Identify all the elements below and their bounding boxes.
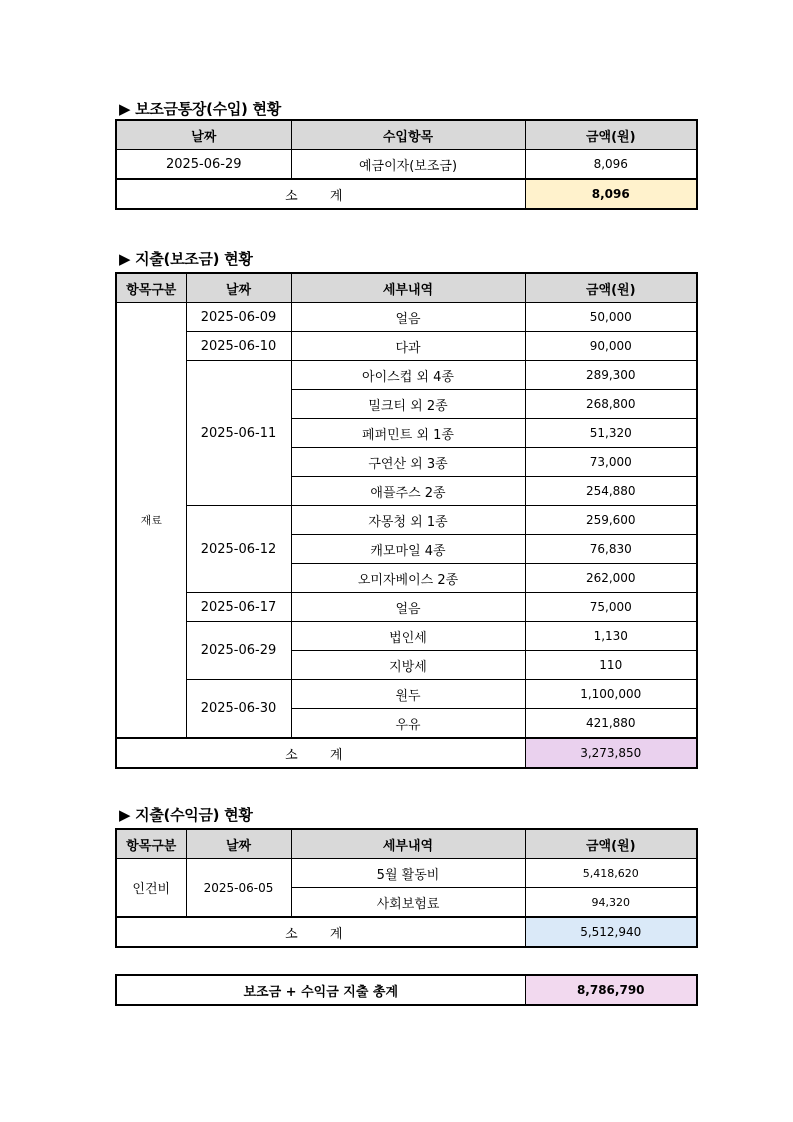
date-cell: 2025-06-05: [186, 859, 291, 918]
table-row: [116, 303, 697, 332]
subtotal-row: [116, 179, 697, 209]
amount-cell: 110: [525, 651, 697, 680]
amount-cell: 51,320: [525, 419, 697, 448]
subsidy-section-title: ▶ 지출(보조금) 현황: [119, 250, 253, 268]
subtotal-row: [116, 917, 697, 947]
col-header-detail: 세부내역: [291, 829, 525, 859]
col-header-income-item: 수입항목: [291, 120, 525, 150]
col-header-amount: 금액(원): [525, 829, 697, 859]
table-row: [116, 150, 697, 180]
amount-cell: 90,000: [525, 332, 697, 361]
detail-cell: 사회보험료: [291, 888, 525, 918]
profit-section-title: ▶ 지출(수익금) 현황: [119, 806, 253, 824]
grand-total-table: [115, 974, 698, 1006]
amount-cell: 75,000: [525, 593, 697, 622]
detail-cell: 다과: [291, 332, 525, 361]
table-row: [116, 680, 697, 709]
date-cell: 2025-06-12: [186, 506, 291, 593]
col-header-date: 날짜: [186, 829, 291, 859]
col-header-date: 날짜: [116, 120, 291, 150]
table-row: [116, 506, 697, 535]
table-row: [116, 622, 697, 651]
col-header-category: 항목구분: [116, 273, 186, 303]
subsidy-subtotal: 3,273,850: [525, 738, 697, 768]
table-row: [116, 859, 697, 888]
date-cell: 2025-06-11: [186, 361, 291, 506]
detail-cell: 얼음: [291, 303, 525, 332]
col-header-detail: 세부내역: [291, 273, 525, 303]
detail-cell: 오미자베이스 2종: [291, 564, 525, 593]
table-row: [116, 332, 697, 361]
table-row: [116, 593, 697, 622]
detail-cell: 밀크티 외 2종: [291, 390, 525, 419]
detail-cell: 우유: [291, 709, 525, 739]
amount-cell: 268,800: [525, 390, 697, 419]
detail-cell: 애플주스 2종: [291, 477, 525, 506]
amount-cell: 76,830: [525, 535, 697, 564]
grand-total-label: 보조금 + 수익금 지출 총계: [116, 975, 525, 1005]
detail-cell: 구연산 외 3종: [291, 448, 525, 477]
detail-cell: 법인세: [291, 622, 525, 651]
subsidy-table: [115, 272, 698, 769]
amount-cell: 94,320: [525, 888, 697, 918]
date-cell: 2025-06-29: [186, 622, 291, 680]
amount-cell: 5,418,620: [525, 859, 697, 888]
profit-table: [115, 828, 698, 948]
amount-cell: 73,000: [525, 448, 697, 477]
detail-cell: 원두: [291, 680, 525, 709]
detail-cell: 페퍼민트 외 1종: [291, 419, 525, 448]
amount-cell: 254,880: [525, 477, 697, 506]
detail-cell: 아이스컵 외 4종: [291, 361, 525, 390]
date-cell: 2025-06-09: [186, 303, 291, 332]
amount-cell: 421,880: [525, 709, 697, 739]
detail-cell: 5월 활동비: [291, 859, 525, 888]
detail-cell: 캐모마일 4종: [291, 535, 525, 564]
income-table: [115, 119, 698, 210]
col-header-category: 항목구분: [116, 829, 186, 859]
subtotal-label: 소 계: [116, 738, 525, 768]
table-row: [116, 361, 697, 390]
income-amount: 8,096: [525, 150, 697, 180]
detail-cell: 얼음: [291, 593, 525, 622]
grand-total-amount: 8,786,790: [525, 975, 697, 1005]
grand-total-row: [116, 975, 697, 1005]
col-header-amount: 금액(원): [525, 273, 697, 303]
profit-subtotal: 5,512,940: [525, 917, 697, 947]
income-section-title: ▶ 보조금통장(수입) 현황: [119, 100, 281, 118]
date-cell: 2025-06-10: [186, 332, 291, 361]
category-cell: 인건비: [116, 859, 186, 918]
income-item: 예금이자(보조금): [291, 150, 525, 180]
detail-cell: 자몽청 외 1종: [291, 506, 525, 535]
col-header-date: 날짜: [186, 273, 291, 303]
amount-cell: 259,600: [525, 506, 697, 535]
amount-cell: 50,000: [525, 303, 697, 332]
amount-cell: 262,000: [525, 564, 697, 593]
category-cell: 재료: [116, 303, 186, 739]
date-cell: 2025-06-30: [186, 680, 291, 739]
detail-cell: 지방세: [291, 651, 525, 680]
col-header-amount: 금액(원): [525, 120, 697, 150]
income-subtotal: 8,096: [525, 179, 697, 209]
income-date: 2025-06-29: [116, 150, 291, 180]
amount-cell: 1,100,000: [525, 680, 697, 709]
date-cell: 2025-06-17: [186, 593, 291, 622]
subtotal-label: 소 계: [116, 179, 525, 209]
amount-cell: 289,300: [525, 361, 697, 390]
subtotal-row: [116, 738, 697, 768]
amount-cell: 1,130: [525, 622, 697, 651]
subtotal-label: 소 계: [116, 917, 525, 947]
